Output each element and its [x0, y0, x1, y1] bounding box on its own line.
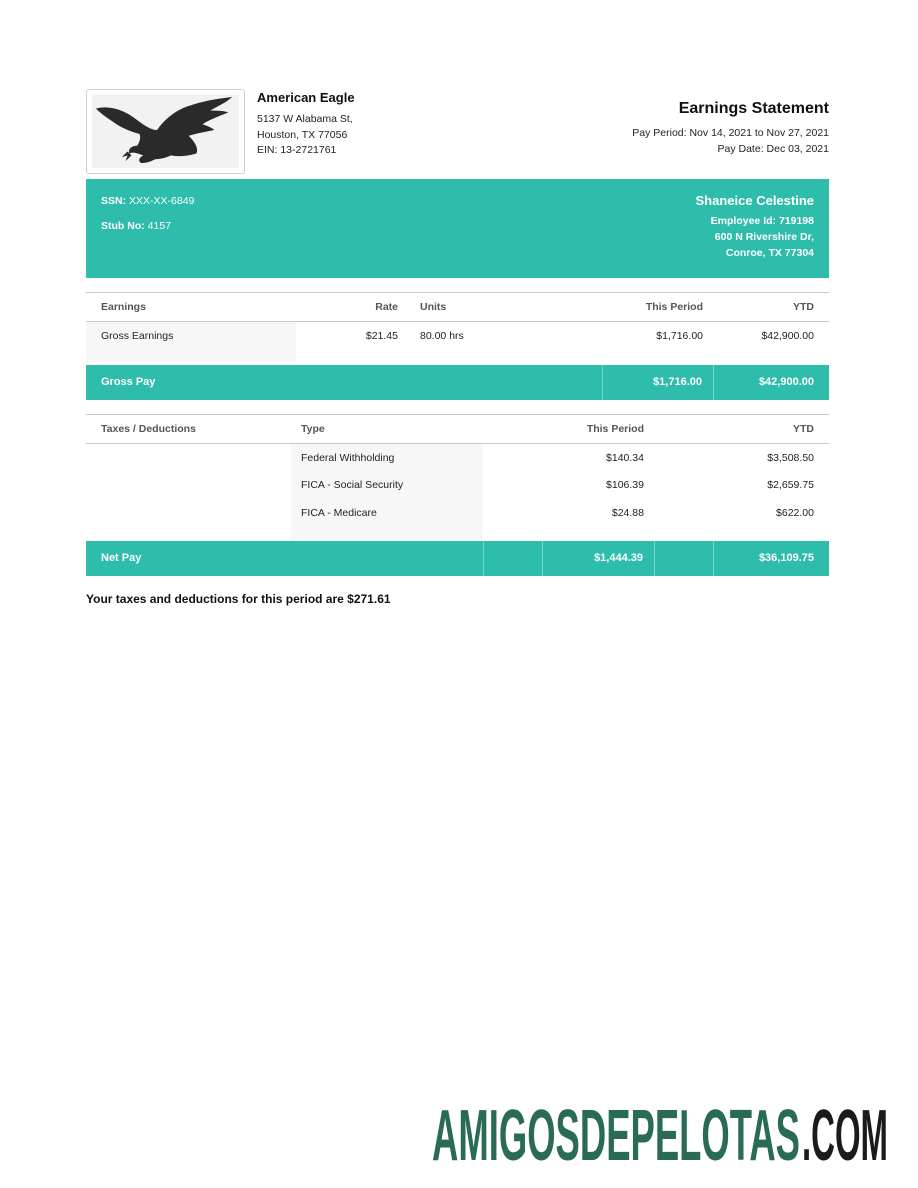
- units-header: Units: [420, 301, 447, 313]
- deductions-ytd-header: YTD: [793, 423, 814, 435]
- rate-header: Rate: [375, 301, 398, 313]
- deduction-ytd: $2,659.75: [767, 479, 814, 491]
- pay-period: Pay Period: Nov 14, 2021 to Nov 27, 2021: [632, 127, 829, 139]
- deduction-this-period: $140.34: [606, 452, 644, 464]
- employee-id-value: 719198: [778, 215, 814, 227]
- company-ein: EIN: 13-2721761: [257, 144, 337, 156]
- gross-pay-this-period: $1,716.00: [653, 376, 702, 388]
- earnings-rate: $21.45: [365, 330, 398, 342]
- stub-label: Stub No:: [101, 220, 145, 232]
- pay-date: Pay Date: Dec 03, 2021: [717, 143, 829, 155]
- company-address-line2: Houston, TX 77056: [257, 128, 348, 141]
- employee-address-line2: Conroe, TX 77304: [725, 247, 814, 259]
- statement-info: [632, 99, 829, 157]
- gross-pay-label: Gross Pay: [101, 376, 156, 388]
- deduction-ytd: $3,508.50: [767, 452, 814, 464]
- column-divider: [654, 541, 655, 576]
- ssn-label: SSN:: [101, 195, 127, 207]
- ytd-header: YTD: [793, 301, 814, 313]
- deductions-header-row: [86, 414, 829, 444]
- deductions-table: [86, 414, 829, 577]
- employee-name: Shaneice Celestine: [695, 193, 814, 208]
- net-pay-this-period: $1,444.39: [594, 552, 643, 564]
- deduction-ytd: $622.00: [776, 507, 814, 519]
- watermark-text: AMIGOSDEPELOTAS: [432, 1098, 800, 1168]
- deduction-type: FICA - Social Security: [301, 479, 404, 491]
- earnings-ytd: $42,900.00: [761, 330, 814, 342]
- gross-pay-ytd: $42,900.00: [758, 376, 814, 388]
- earnings-this-period: $1,716.00: [656, 330, 703, 342]
- deduction-this-period: $106.39: [606, 479, 644, 491]
- employee-id-line: [696, 213, 815, 229]
- stub-line: [101, 218, 194, 234]
- employee-address-line1: 600 N Rivershire Dr,: [714, 231, 814, 243]
- earnings-header: Earnings: [101, 301, 146, 313]
- earnings-table: [86, 292, 829, 400]
- company-address-line1: 5137 W Alabama St,: [257, 113, 353, 125]
- net-pay-row: [86, 541, 829, 576]
- net-pay-ytd: $36,109.75: [758, 552, 814, 564]
- deduction-type: Federal Withholding: [301, 452, 395, 464]
- deductions-this-period-header: This Period: [586, 423, 644, 435]
- this-period-header: This Period: [645, 301, 703, 313]
- earnings-units: 80.00 hrs: [420, 330, 464, 342]
- eagle-logo-icon: [92, 95, 239, 168]
- company-logo: [86, 89, 245, 174]
- gross-pay-row: [86, 365, 829, 400]
- type-header: Type: [301, 423, 325, 435]
- taxes-deductions-header: Taxes / Deductions: [101, 423, 196, 435]
- column-divider: [483, 541, 484, 576]
- ssn-value: XXX-XX-6849: [129, 195, 195, 207]
- site-watermark: [432, 1098, 892, 1168]
- employee-id-label: Employee Id:: [710, 215, 777, 227]
- net-pay-label: Net Pay: [101, 552, 142, 564]
- watermark-suffix: .COM: [802, 1098, 888, 1168]
- earnings-description: Gross Earnings: [101, 330, 174, 342]
- company-info: [257, 90, 355, 159]
- statement-title: Earnings Statement: [678, 100, 829, 117]
- deduction-type: FICA - Medicare: [301, 507, 377, 519]
- deductions-summary: Your taxes and deductions for this period are $271.61: [86, 592, 391, 606]
- company-name: American Eagle: [257, 90, 355, 105]
- ssn-line: [101, 193, 194, 209]
- earnings-header-row: [86, 292, 829, 322]
- employee-banner: [86, 179, 829, 278]
- deduction-this-period: $24.88: [611, 507, 644, 519]
- earnings-row-shade: [86, 322, 296, 362]
- stub-value: 4157: [147, 220, 172, 232]
